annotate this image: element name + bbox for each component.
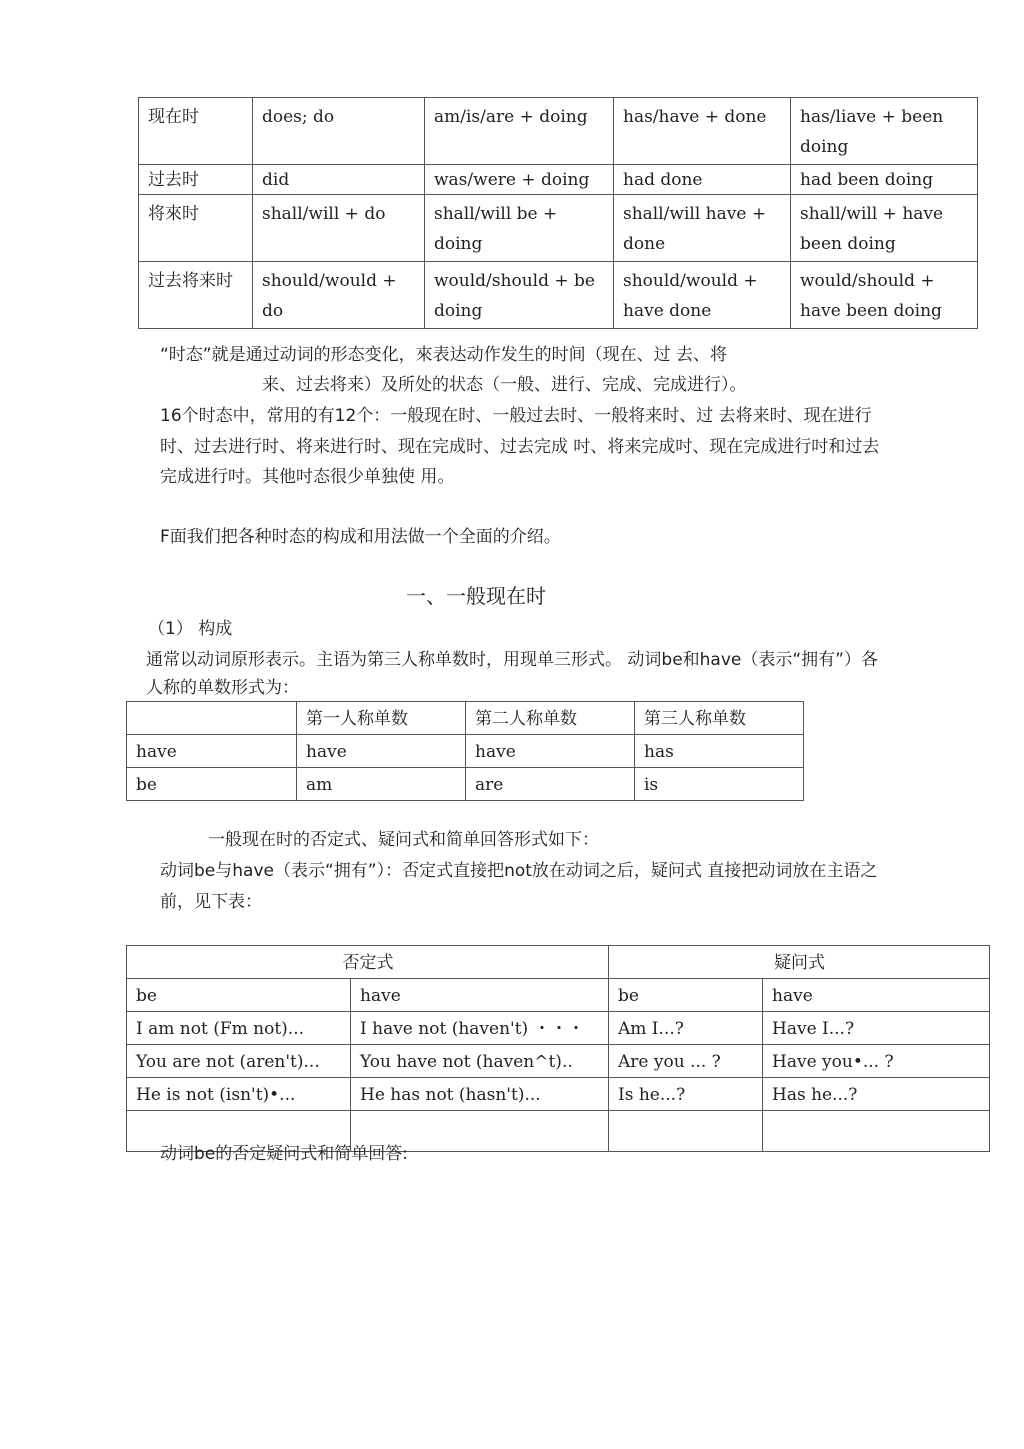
- table-cell: [127, 702, 297, 735]
- table-cell: am/is/are + doing: [425, 98, 614, 165]
- table-cell: should/would + have done: [614, 262, 791, 329]
- neg-intro-line: 动词be与have（表示“拥有”）：否定式直接把not放在动词之后，疑问式 直接把动词放在主语之: [160, 861, 878, 881]
- table-cell: I have not (haven't) ・・・: [351, 1012, 609, 1045]
- table-row: [127, 1045, 990, 1078]
- neg-intro-line: 一般现在时的否定式、疑问式和简单回答形式如下：: [208, 830, 599, 850]
- table-cell: should/would + do: [253, 262, 425, 329]
- table-cell: had done: [614, 165, 791, 195]
- table-cell: be: [127, 768, 297, 801]
- table-cell: has/have + done: [614, 98, 791, 165]
- table-cell: had been doing: [791, 165, 978, 195]
- intro-paragraph-line: 完成进行吋。其他吋态很少单独使 用。: [160, 467, 455, 487]
- table-cell: have: [297, 735, 466, 768]
- intro-paragraph-line: F面我们把各种时态的构成和用法做一个全面的介绍。: [160, 527, 561, 547]
- table-cell: shall/will have + done: [614, 195, 791, 262]
- section-description: 通常以动词原形表示。主语为第三人称单数时，用现单三形式。 动词be和have（表示“拥有”）各: [146, 650, 878, 670]
- table-cell: He has not (hasn't)...: [351, 1078, 609, 1111]
- table-cell: have: [763, 979, 990, 1012]
- footer-line: 动词be的否定疑问式和简单回答:: [160, 1144, 408, 1164]
- group-header-question: 疑问式: [609, 946, 990, 979]
- table-header-row: [127, 979, 990, 1012]
- table-row: [139, 165, 978, 195]
- intro-paragraph-line: “时态”就是通过动词的形态变化，來表达动作发生的时间（现在、过 去、将: [160, 345, 728, 365]
- table-cell: 第三人称单数: [635, 702, 804, 735]
- table-cell: Are you ... ?: [609, 1045, 763, 1078]
- table-row: [127, 735, 804, 768]
- neg-intro-line: 前，见下表：: [160, 892, 262, 912]
- table-cell: have: [351, 979, 609, 1012]
- table-row: [127, 1012, 990, 1045]
- table-cell: [609, 1111, 763, 1152]
- section-description: 人称的单数形式为：: [146, 678, 299, 698]
- table-cell: does; do: [253, 98, 425, 165]
- table-cell: You are not (aren't)...: [127, 1045, 351, 1078]
- table-cell: are: [466, 768, 635, 801]
- table-row: [127, 1078, 990, 1111]
- table-cell: was/were + doing: [425, 165, 614, 195]
- table-group-header-row: [127, 946, 990, 979]
- table-cell: 将來时: [139, 195, 253, 262]
- table-row: [139, 195, 978, 262]
- table-cell: did: [253, 165, 425, 195]
- table-cell: has/liave + been doing: [791, 98, 978, 165]
- table-cell: You have not (haven^t)..: [351, 1045, 609, 1078]
- table-cell: [763, 1111, 990, 1152]
- table-cell: He is not (isn't)•...: [127, 1078, 351, 1111]
- table-cell: shall/will + do: [253, 195, 425, 262]
- table-cell: 第二人称单数: [466, 702, 635, 735]
- table-cell: Has he...?: [763, 1078, 990, 1111]
- table-cell: shall/will be + doing: [425, 195, 614, 262]
- table-cell: 现在时: [139, 98, 253, 165]
- table-cell: Is he...?: [609, 1078, 763, 1111]
- section-subtitle: （1） 构成: [148, 619, 233, 639]
- table-cell: Have I...?: [763, 1012, 990, 1045]
- negative-question-table: [126, 945, 990, 1152]
- table-cell: 过去时: [139, 165, 253, 195]
- table-row: [139, 262, 978, 329]
- table-cell: 过去将来时: [139, 262, 253, 329]
- section-title: 一、一般现在时: [406, 584, 546, 608]
- table-cell: has: [635, 735, 804, 768]
- table-cell: be: [609, 979, 763, 1012]
- intro-paragraph-line: 16个时态中，常用的有12个：一般现在时、一般过去时、一般将来时、过 去将来时、现在进行: [160, 406, 872, 426]
- table-cell: is: [635, 768, 804, 801]
- table-cell: have: [466, 735, 635, 768]
- table-cell: shall/will + have been doing: [791, 195, 978, 262]
- table-cell: 第一人称单数: [297, 702, 466, 735]
- person-form-table: [126, 701, 804, 801]
- group-header-negative: 否定式: [127, 946, 609, 979]
- intro-paragraph-line: 时、过去进行时、将来进行时、现在完成时、过去完成 吋、将来完成吋、现在完成进行吋和过去: [160, 437, 880, 457]
- table-cell: have: [127, 735, 297, 768]
- table-cell: would/should + have been doing: [791, 262, 978, 329]
- table-row: [139, 98, 978, 165]
- table-header-row: [127, 702, 804, 735]
- table-row: [127, 768, 804, 801]
- tense-table: [138, 97, 978, 329]
- table-cell: Am I...?: [609, 1012, 763, 1045]
- table-cell: be: [127, 979, 351, 1012]
- table-cell: I am not (Fm not)...: [127, 1012, 351, 1045]
- intro-paragraph-line: 来、过去将来）及所处的状态（一般、进行、完成、完成进行）。: [262, 375, 747, 395]
- table-cell: Have you•... ?: [763, 1045, 990, 1078]
- table-cell: would/should + be doing: [425, 262, 614, 329]
- table-cell: am: [297, 768, 466, 801]
